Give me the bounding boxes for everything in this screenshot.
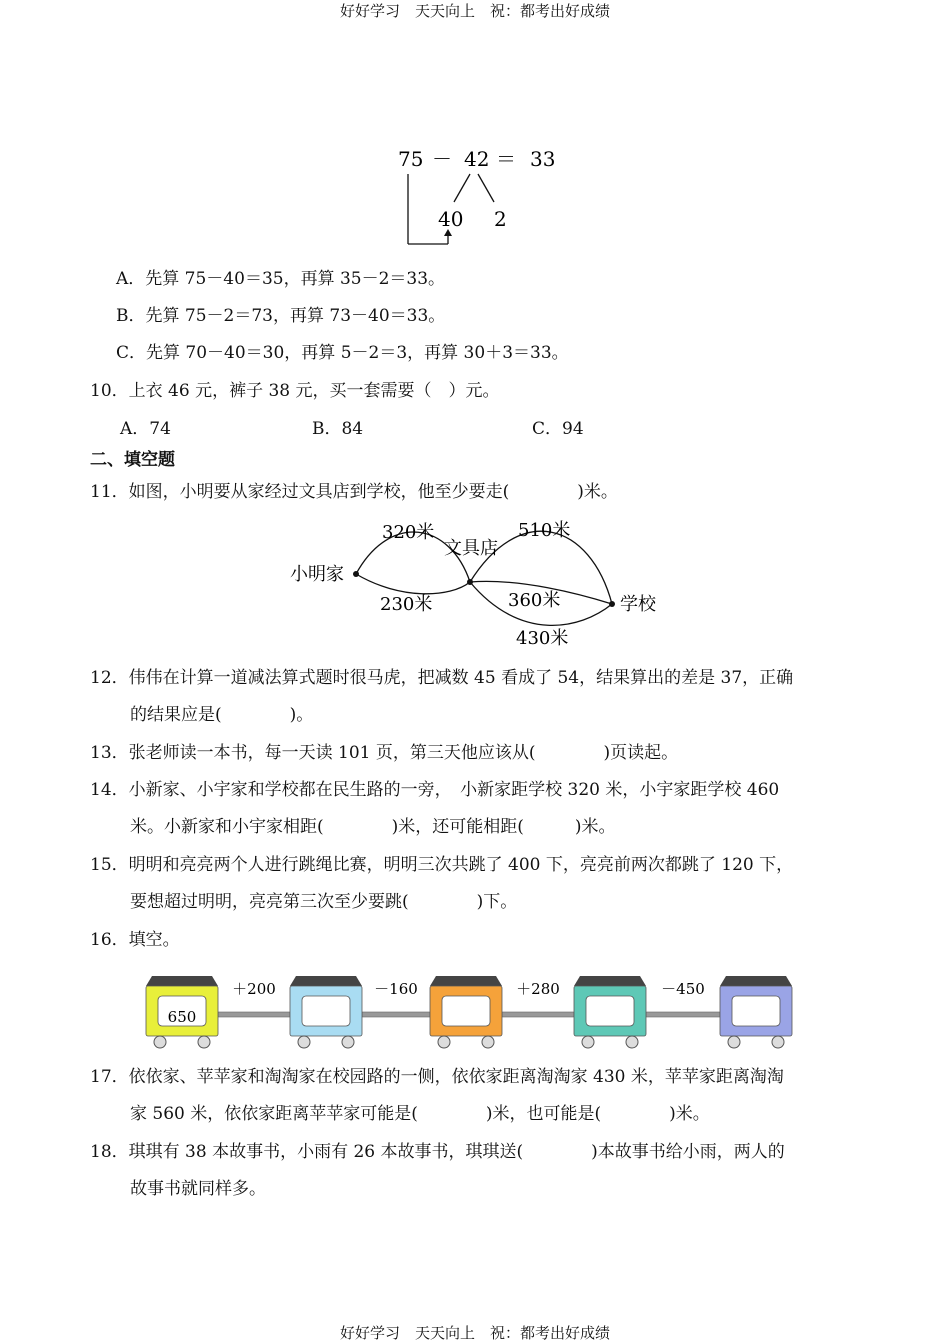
train-wheel: [626, 1036, 638, 1048]
q11-home-label: 小明家: [290, 564, 344, 585]
q12-line2: 的结果应是( )。: [130, 705, 314, 725]
train-wheel: [582, 1036, 594, 1048]
q9-figure: [390, 140, 570, 252]
q9-split1: 40: [438, 207, 464, 231]
page-header: 好好学习 天天向上 祝：都考出好成绩: [339, 2, 610, 20]
q16-op-label: ＋280: [516, 980, 560, 998]
train-wheel: [772, 1036, 784, 1048]
q16-op-label: －160: [374, 980, 418, 998]
q10-option-a: A．74: [120, 419, 171, 439]
q15-line2: 要想超过明明，亮亮第三次至少要跳( )下。: [130, 892, 518, 912]
train-car-window: [586, 996, 634, 1026]
q11-d4-label: 360米: [508, 590, 561, 611]
train-car-window: [302, 996, 350, 1026]
q11-d2-label: 230米: [380, 594, 433, 615]
train-wheel: [342, 1036, 354, 1048]
train-wheel: [728, 1036, 740, 1048]
page-footer: 好好学习 天天向上 祝：都考出好成绩: [339, 1324, 610, 1342]
q17-line1: 17．依依家、苹苹家和淘淘家在校园路的一侧，依依家距离淘淘家 430 米，苹苹家距离淘淘: [90, 1067, 784, 1087]
q9-a: 75: [398, 147, 424, 171]
train-wheel: [198, 1036, 210, 1048]
q11-d1-label: 320米: [382, 522, 435, 543]
q11-school-label: 学校: [620, 594, 656, 615]
train-wheel: [482, 1036, 494, 1048]
section-title: 二、填空题: [90, 450, 175, 470]
q9-eq: ＝: [496, 147, 516, 171]
q10-option-b: B．84: [312, 419, 364, 439]
train-wheel: [154, 1036, 166, 1048]
train-car-window: [732, 996, 780, 1026]
q14-line2: 米。小新家和小宇家相距( )米，还可能相距( )米。: [130, 817, 616, 837]
train-car-roof: [720, 976, 792, 986]
q10-text: 10．上衣 46 元，裤子 38 元，买一套需要（ ）元。: [90, 381, 500, 401]
q9-b: 42: [464, 147, 490, 171]
train-coupler: [502, 1012, 574, 1017]
q9-split2: 2: [494, 207, 507, 231]
q9-result: 33: [530, 147, 556, 171]
q18-line1: 18．琪琪有 38 本故事书，小雨有 26 本故事书，琪琪送( )本故事书给小雨，两人的: [90, 1142, 785, 1162]
q16-text: 16．填空。: [90, 930, 180, 950]
train-wheel: [298, 1036, 310, 1048]
q11-d5-label: 430米: [516, 628, 569, 649]
q9-minus: －: [432, 147, 452, 171]
train-coupler: [646, 1012, 720, 1017]
q17-line2: 家 560 米，依依家距离苹苹家可能是( )米，也可能是( )米。: [130, 1104, 710, 1124]
q13-text: 13．张老师读一本书，每一天读 101 页，第三天他应该从( )页读起。: [90, 743, 679, 763]
q11-d3-label: 510米: [518, 520, 571, 541]
train-car-roof: [290, 976, 362, 986]
train-wheel: [438, 1036, 450, 1048]
train-coupler: [362, 1012, 430, 1017]
train-coupler: [218, 1012, 290, 1017]
q9-option-b: B．先算 75－2＝73，再算 73－40＝33。: [116, 306, 446, 326]
q16-op-label: ＋200: [232, 980, 276, 998]
train-car-roof: [430, 976, 502, 986]
train-car-roof: [574, 976, 646, 986]
q15-line1: 15．明明和亮亮两个人进行跳绳比赛，明明三次共跳了 400 下，亮亮前两次都跳了 120 下，: [90, 855, 794, 875]
q11-store-label: 文具店: [444, 538, 498, 559]
q16-start-value: 650: [167, 1008, 197, 1026]
q9-option-c: C．先算 70－40＝30，再算 5－2＝3，再算 30＋3＝33。: [116, 343, 569, 363]
q12-line1: 12．伟伟在计算一道减法算式题时很马虎，把减数 45 看成了 54，结果算出的差是 37，正确: [90, 668, 794, 688]
train-car-roof: [146, 976, 218, 986]
q9-option-a: A．先算 75－40＝35，再算 35－2＝33。: [116, 269, 446, 289]
q18-line2: 故事书就同样多。: [130, 1179, 266, 1199]
train-car-window: [442, 996, 490, 1026]
q10-option-c: C．94: [532, 419, 584, 439]
q11-text: 11．如图，小明要从家经过文具店到学校，他至少要走( )米。: [90, 482, 618, 502]
q11-route-map: [280, 512, 680, 652]
q16-train-figure: [140, 964, 820, 1054]
q16-op-label: －450: [661, 980, 705, 998]
q14-line1: 14．小新家、小宇家和学校都在民生路的一旁， 小新家距学校 320 米，小宇家距学校 460: [90, 780, 780, 800]
